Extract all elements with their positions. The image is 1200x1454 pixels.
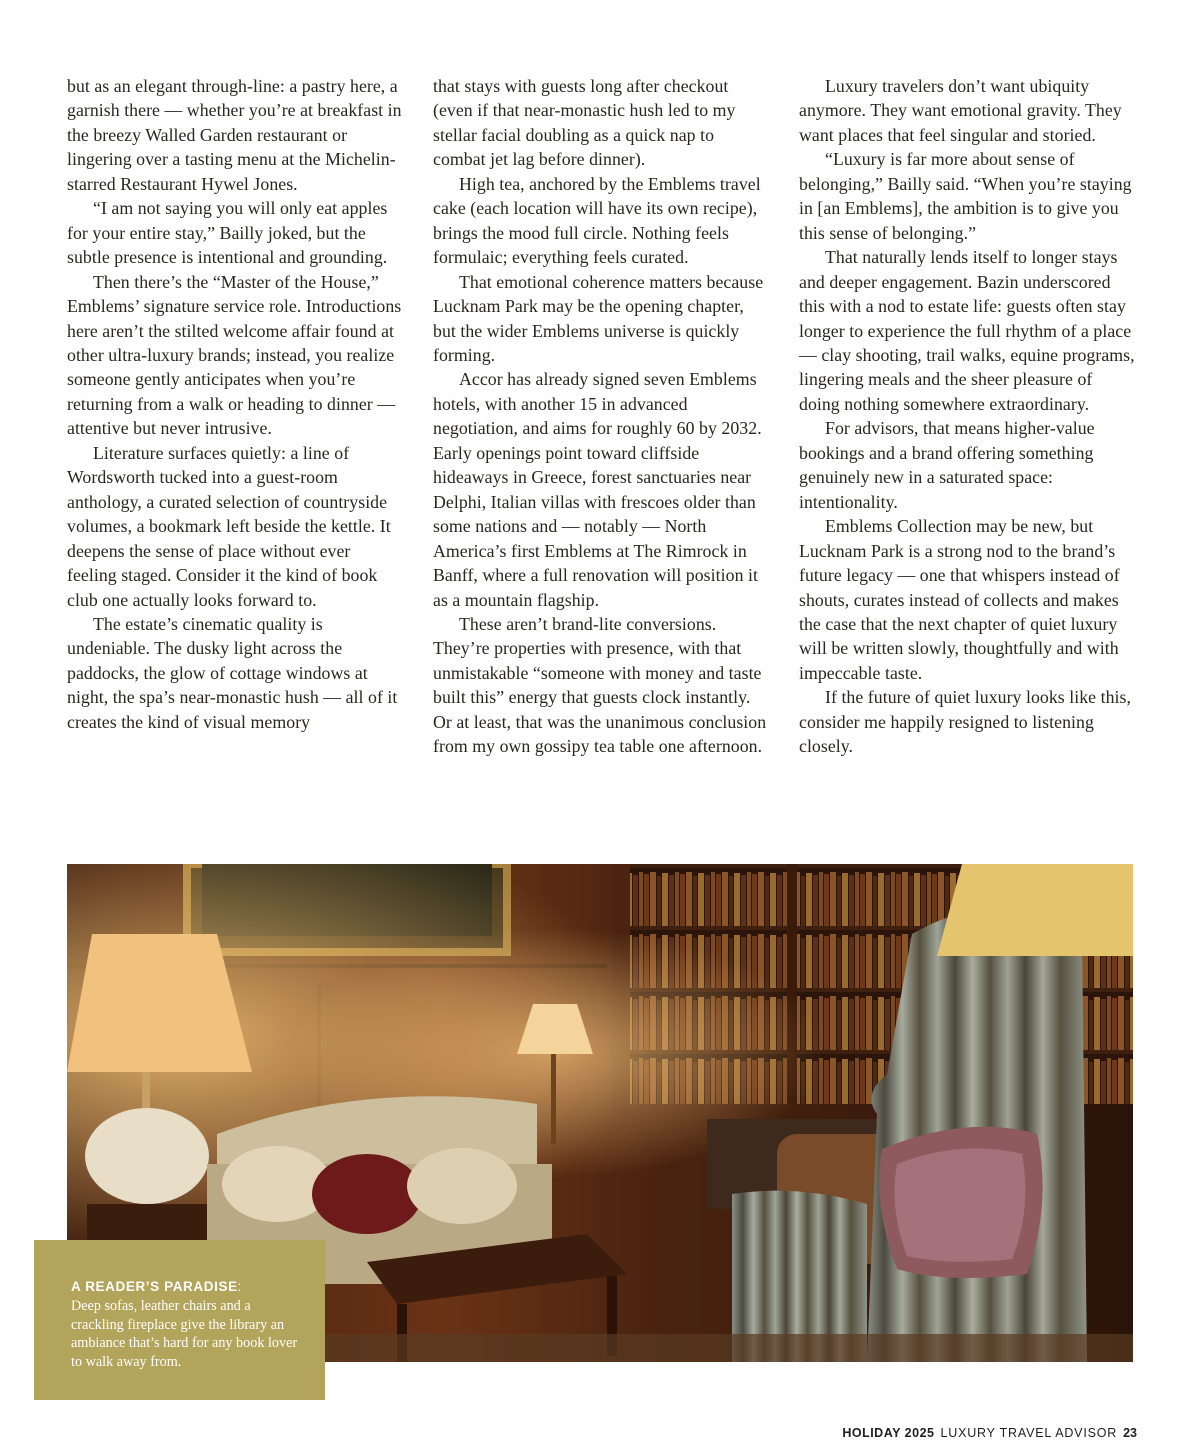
article-column-2 (433, 74, 769, 759)
article-column-1 (67, 74, 403, 734)
paragraph: “I am not saying you will only eat apples for your entire stay,” Bailly joked, but the subtle presence is intentional and grounding. (67, 198, 388, 268)
article-columns (67, 74, 1137, 844)
photo-caption (34, 1240, 325, 1400)
paragraph: High tea, anchored by the Emblems travel cake (each location will have its own recipe), brings the mood full circle. Nothing feels formulaic; everything feels curated. (433, 173, 761, 268)
footer-issue: HOLIDAY 2025 (842, 1426, 935, 1440)
caption-body: Deep sofas, leather chairs and a crackling fireplace give the library an ambiance that’s hard for any book lover to walk away from. (71, 1298, 298, 1370)
page-number: 23 (1123, 1426, 1137, 1440)
paragraph: “Luxury is far more about sense of belonging,” Bailly said. “When you’re staying in [an Emblems], the ambition is to give you this sense of belonging.” (799, 149, 1132, 243)
page-footer (842, 1426, 1137, 1440)
caption-heading (71, 1278, 305, 1296)
paragraph: These aren’t brand-lite conversions. They’re properties with presence, with that unmistakable “someone with money and taste built this” energy that guests clock instantly. Or at least, that was the unanimous conclusion from my own gossipy tea table one afternoon. (433, 613, 767, 757)
paragraph: Luxury travelers don’t want ubiquity anymore. They want emotional gravity. They want places that feel singular and storied. (799, 76, 1122, 145)
paragraph: Then there’s the “Master of the House,” Emblems’ signature service role. Introductions here aren’t the stilted welcome affair found at other ultra-luxury brands; instead, you realize someone gently anticipates when you’re returning from a walk or heading to dinner — attentive but never intrusive. (67, 271, 402, 439)
paragraph: That emotional coherence matters because Lucknam Park may be the opening chapter, but the wider Emblems universe is quickly forming. (433, 271, 764, 365)
caption-heading-colon: : (237, 1279, 243, 1294)
article-column-3 (799, 74, 1135, 759)
paragraph: Literature surfaces quietly: a line of Wordsworth tucked into a guest-room anthology, a curated selection of countryside volumes, a bookmark left beside the kettle. It deepens the sense of place without ever feeling staged. Consider it the kind of book club one actually looks forward to. (67, 442, 391, 610)
paragraph: The estate’s cinematic quality is undeniable. The dusky light across the paddocks, the glow of cottage windows at night, the spa’s near-monastic hush — all of it creates the kind of visual memory (67, 613, 398, 732)
paragraph: Emblems Collection may be new, but Lucknam Park is a strong nod to the brand’s future legacy — one that whispers instead of shouts, curates instead of collects and makes the case that the next chapter of quiet luxury will be written slowly, thoughtfully and with impeccable taste. (799, 516, 1120, 683)
paragraph: If the future of quiet luxury looks like this, consider me happily resigned to listening closely. (799, 687, 1132, 757)
paragraph: but as an elegant through-line: a pastry here, a garnish there — whether you’re at breakfast in the breezy Walled Garden restaurant or lingering over a tasting menu at the Michelin-starred Restaurant Hywel Jones. (67, 76, 402, 194)
paragraph: For advisors, that means higher-value bookings and a brand offering something genuinely new in a saturated space: intentionality. (799, 418, 1095, 512)
caption-heading-text: A READER’S PARADISE (71, 1279, 238, 1294)
paragraph: Accor has already signed seven Emblems hotels, with another 15 in advanced negotiation, and aims for roughly 60 by 2032. Early openings point toward cliffside hideaways in Greece, forest sanctuaries near Delphi, Italian villas with frescoes older than some nations and — notably — North America’s first Emblems at The Rimrock in Banff, where a full renovation will position it as a mountain flagship. (433, 369, 762, 610)
paragraph: that stays with guests long after checkout (even if that near-monastic hush led to my stellar facial doubling as a quick nap to combat jet lag before dinner). (433, 76, 736, 170)
paragraph: That naturally lends itself to longer stays and deeper engagement. Bazin underscored this with a nod to estate life: guests often stay longer to experience the full rhythm of a place — clay shooting, trail walks, equine programs, lingering meals and the sheer pleasure of doing nothing somewhere extraordinary. (799, 247, 1135, 414)
footer-publication: LUXURY TRAVEL ADVISOR (940, 1426, 1118, 1440)
